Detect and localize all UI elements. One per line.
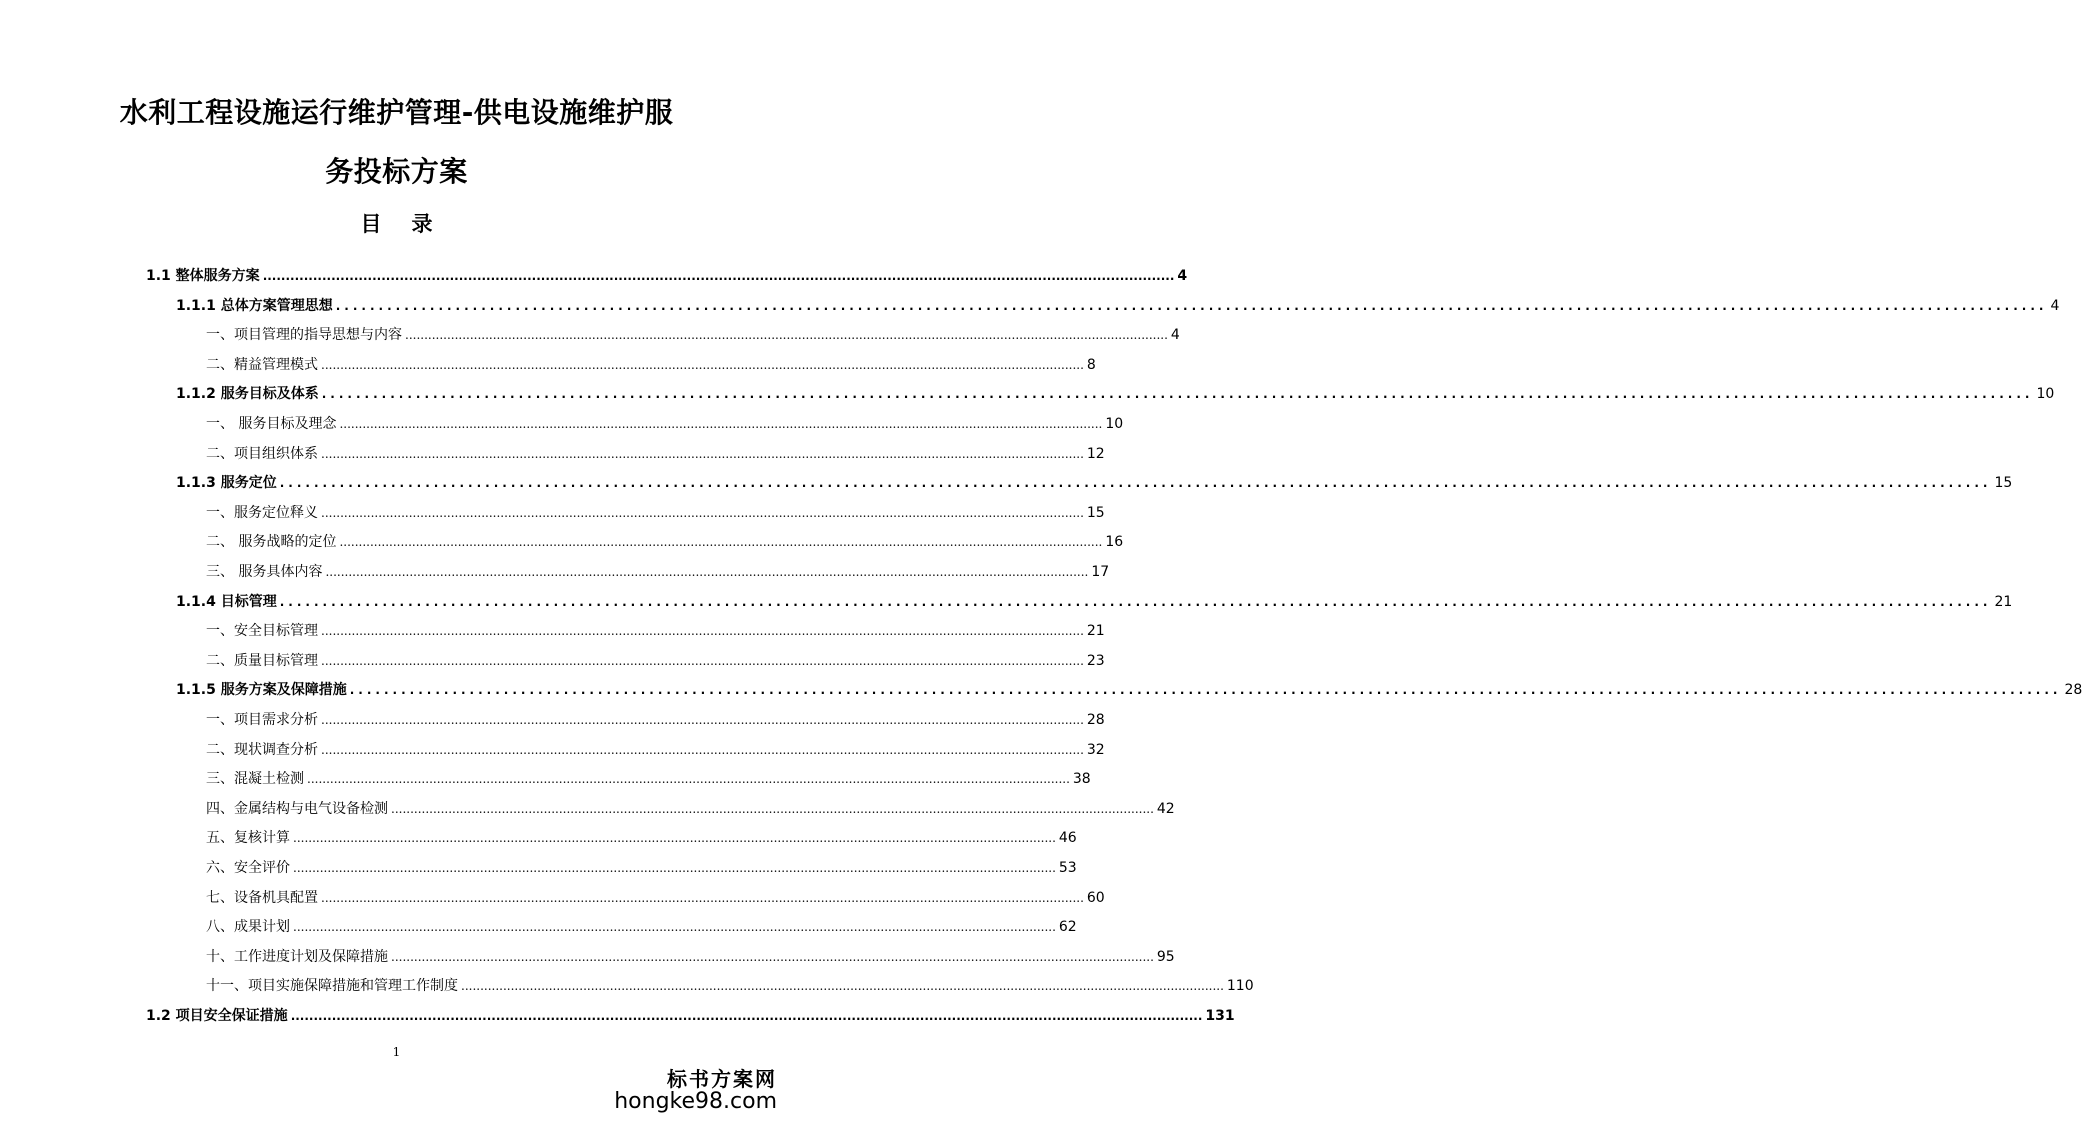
toc-entry[interactable]: [146, 263, 1188, 285]
toc-entry[interactable]: [206, 441, 1105, 463]
toc-entry[interactable]: [206, 322, 1180, 344]
toc-leader-dots: ........................................................................................................................................................................................................: [325, 565, 1089, 579]
toc-leader-dots: ........................................................................................................................................................................................................: [293, 831, 1056, 845]
toc-leader-dots: ........................................................................................................................................................................................................: [279, 595, 1992, 609]
toc-entry-page: 10: [2036, 386, 2055, 402]
toc-entry-label: 1.1.1 总体方案管理思想: [176, 298, 333, 314]
toc-entry-page: 110: [1226, 978, 1254, 994]
toc-heading: [0, 210, 793, 238]
toc-leader-dots: ........................................................................................................................................................................................................: [321, 447, 1084, 461]
toc-entry[interactable]: [176, 470, 2013, 492]
toc-entry[interactable]: [176, 293, 2060, 315]
toc-heading-left: 目: [360, 212, 382, 236]
toc-leader-dots: ........................................................................................................................................................................................................: [262, 269, 1175, 283]
toc-entry-label: 一、 服务目标及理念: [206, 416, 337, 432]
toc-entry[interactable]: [206, 855, 1077, 877]
toc-entry-label: 1.1 整体服务方案: [146, 268, 260, 284]
toc-entry-page: 16: [1105, 534, 1124, 550]
toc-entry-label: 五、复核计算: [206, 830, 290, 846]
toc-entry[interactable]: [206, 737, 1105, 759]
watermark-en: hongke98.com: [614, 1089, 777, 1114]
toc-entry-label: 二、质量目标管理: [206, 653, 318, 669]
toc-entry-page: 32: [1086, 742, 1105, 758]
toc-leader-dots: ........................................................................................................................................................................................................: [307, 772, 1070, 786]
toc-entry[interactable]: [206, 914, 1077, 936]
toc-entry-label: 1.1.2 服务目标及体系: [176, 386, 319, 402]
toc-entry-label: 六、安全评价: [206, 860, 290, 876]
toc-entry-page: 17: [1091, 564, 1110, 580]
toc-entry-page: 21: [1086, 623, 1105, 639]
toc-entry-label: 一、项目需求分析: [206, 712, 318, 728]
toc-entry[interactable]: [206, 411, 1124, 433]
toc-entry-page: 95: [1156, 949, 1175, 965]
toc-leader-dots: ........................................................................................................................................................................................................: [321, 387, 2034, 401]
toc-entry-page: 38: [1072, 771, 1091, 787]
toc-entry-label: 四、金属结构与电气设备检测: [206, 801, 388, 817]
toc-entry-page: 131: [1205, 1008, 1235, 1024]
toc-entry-page: 46: [1058, 830, 1077, 846]
toc-entry-page: 60: [1086, 890, 1105, 906]
toc-leader-dots: ........................................................................................................................................................................................................: [391, 802, 1154, 816]
toc-leader-dots: ........................................................................................................................................................................................................: [321, 891, 1084, 905]
toc-leader-dots: ........................................................................................................................................................................................................: [405, 328, 1168, 342]
toc-entry[interactable]: [206, 500, 1105, 522]
toc-heading-right: 录: [411, 212, 433, 236]
toc-leader-dots: ........................................................................................................................................................................................................: [321, 358, 1084, 372]
toc-leader-dots: ........................................................................................................................................................................................................: [290, 1009, 1203, 1023]
toc-entry-page: 21: [1994, 594, 2013, 610]
toc-entry[interactable]: [206, 618, 1105, 640]
toc-entry-page: 53: [1058, 860, 1077, 876]
toc-entry-label: 十、工作进度计划及保障措施: [206, 949, 388, 965]
toc-entry-label: 二、精益管理模式: [206, 357, 318, 373]
toc-entry[interactable]: [206, 796, 1175, 818]
toc-leader-dots: ........................................................................................................................................................................................................: [339, 417, 1103, 431]
toc-entry-page: 62: [1058, 919, 1077, 935]
toc-leader-dots: ........................................................................................................................................................................................................: [321, 713, 1084, 727]
toc-entry[interactable]: [206, 559, 1110, 581]
toc-entry-label: 1.1.5 服务方案及保障措施: [176, 682, 347, 698]
toc-entry-page: 28: [1086, 712, 1105, 728]
toc-entry[interactable]: [146, 1003, 1235, 1025]
toc-entry-label: 三、 服务具体内容: [206, 564, 323, 580]
toc-entry-page: 10: [1105, 416, 1124, 432]
toc-leader-dots: ........................................................................................................................................................................................................: [293, 920, 1056, 934]
document-title-line-2: 务投标方案: [325, 155, 468, 188]
toc-entry-page: 15: [1994, 475, 2013, 491]
toc-leader-dots: ........................................................................................................................................................................................................: [461, 979, 1224, 993]
toc-entry-label: 1.1.4 目标管理: [176, 594, 277, 610]
toc-entry[interactable]: [206, 825, 1077, 847]
toc-entry-label: 二、现状调查分析: [206, 742, 318, 758]
watermark-logo: [614, 1068, 777, 1114]
toc-entry-page: 12: [1086, 446, 1105, 462]
toc-entry-label: 一、项目管理的指导思想与内容: [206, 327, 402, 343]
toc-entry[interactable]: [206, 707, 1105, 729]
toc-entry[interactable]: [176, 589, 2013, 611]
toc-leader-dots: ........................................................................................................................................................................................................: [321, 506, 1084, 520]
toc-entry-page: 4: [2050, 298, 2060, 314]
toc-entry-label: 1.1.3 服务定位: [176, 475, 277, 491]
toc-entry-label: 一、服务定位释义: [206, 505, 318, 521]
document-title-line-1: 水利工程设施运行维护管理-供电设施维护服: [119, 96, 674, 129]
toc-entry-page: 42: [1156, 801, 1175, 817]
toc-entry-page: 8: [1086, 357, 1096, 373]
toc-entry-label: 十一、项目实施保障措施和管理工作制度: [206, 978, 458, 994]
toc-entry-page: 28: [2064, 682, 2082, 698]
toc-entry[interactable]: [176, 381, 2055, 403]
toc-entry-label: 二、项目组织体系: [206, 446, 318, 462]
toc-entry[interactable]: [206, 944, 1175, 966]
toc-leader-dots: ........................................................................................................................................................................................................: [335, 299, 2048, 313]
toc-entry-label: 三、混凝土检测: [206, 771, 304, 787]
toc-entry-page: 23: [1086, 653, 1105, 669]
watermark-cn: 标书方案网: [667, 1067, 777, 1091]
toc-leader-dots: ........................................................................................................................................................................................................: [293, 861, 1056, 875]
toc-leader-dots: ........................................................................................................................................................................................................: [279, 476, 1992, 490]
page-number: 1: [392, 1045, 401, 1059]
toc-leader-dots: ........................................................................................................................................................................................................: [321, 743, 1084, 757]
toc-entry[interactable]: [206, 885, 1105, 907]
toc-entry-page: 15: [1086, 505, 1105, 521]
toc-entry-label: 1.2 项目安全保证措施: [146, 1008, 288, 1024]
toc-entry[interactable]: [176, 677, 2082, 699]
toc-entry[interactable]: [206, 529, 1124, 551]
toc-entry-page: 4: [1170, 327, 1180, 343]
toc-entry[interactable]: [206, 648, 1105, 670]
toc-leader-dots: ........................................................................................................................................................................................................: [339, 535, 1103, 549]
toc-leader-dots: ........................................................................................................................................................................................................: [321, 654, 1084, 668]
toc-entry-label: 七、设备机具配置: [206, 890, 318, 906]
toc-leader-dots: ........................................................................................................................................................................................................: [391, 950, 1154, 964]
toc-entry[interactable]: [206, 766, 1091, 788]
toc-leader-dots: ........................................................................................................................................................................................................: [349, 683, 2062, 697]
toc-entry[interactable]: [206, 352, 1096, 374]
toc-entry-page: 4: [1177, 268, 1188, 284]
toc-entry-label: 八、成果计划: [206, 919, 290, 935]
toc-entry-label: 二、 服务战略的定位: [206, 534, 337, 550]
toc-leader-dots: ........................................................................................................................................................................................................: [321, 624, 1084, 638]
toc-entry[interactable]: [206, 973, 1254, 995]
toc-entry-label: 一、安全目标管理: [206, 623, 318, 639]
